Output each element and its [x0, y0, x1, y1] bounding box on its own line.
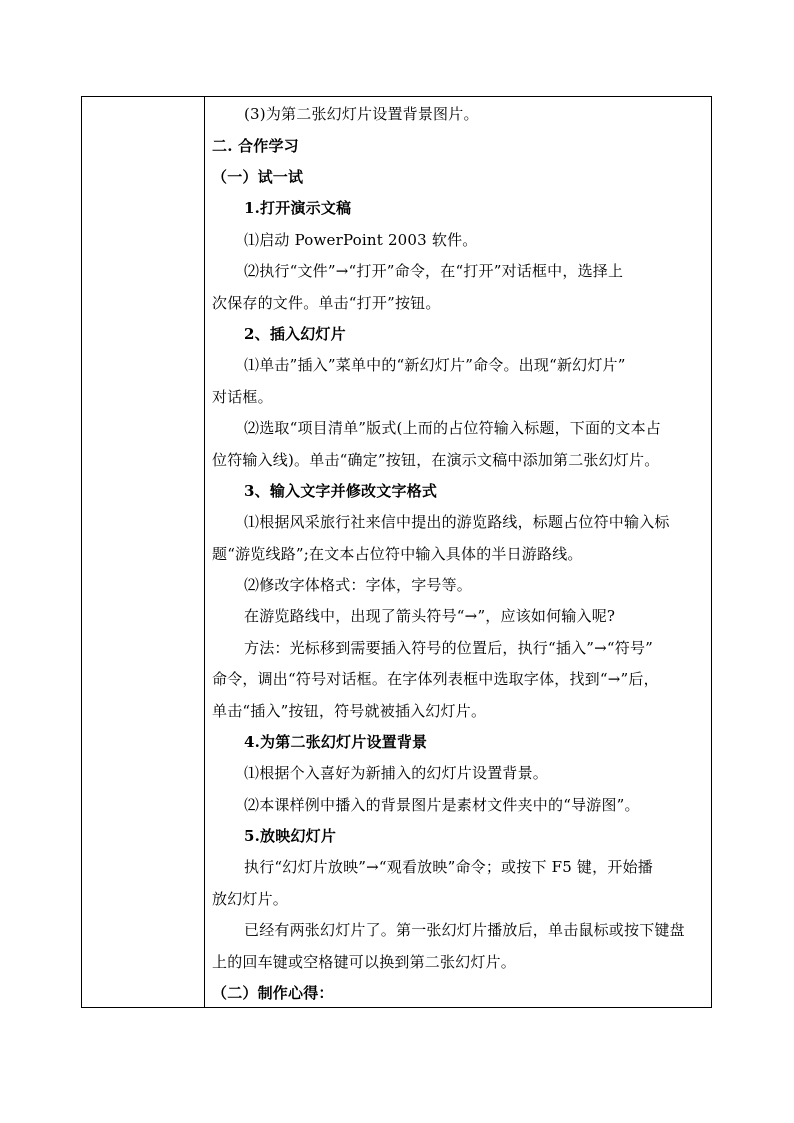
text-line: (3)为第二张幻灯片设置背景图片。	[244, 105, 479, 123]
left-column-cell	[82, 97, 205, 1007]
content-cell	[206, 97, 711, 1007]
step-heading: 2、插入幻灯片	[244, 325, 346, 343]
text-line: ⑴根据风采旅行社来信中提出的游览路线，标题占位符中输入标	[244, 513, 670, 531]
text-line: ⑵本课样例中播入的背景图片是素材文件夹中的“导游图”。	[244, 796, 640, 814]
text-line: ⑵选取“项目清单”版式(上而的占位符输入标题，下面的文本占	[244, 419, 661, 437]
text-line: 上的回车键或空格键可以换到第二张幻灯片。	[212, 953, 517, 971]
step-heading: 1.打开演示文稿	[244, 199, 352, 217]
text-line: 对话框。	[212, 388, 273, 406]
subsection-heading: （二）制作心得：	[212, 984, 334, 1002]
text-line: 位符输入线)。单击“确定”按钮，在演示文稿中添加第二张幻灯片。	[212, 451, 660, 469]
section-heading: 二. 合作学习	[212, 137, 299, 155]
step-heading: 4.为第二张幻灯片设置背景	[244, 733, 428, 751]
step-heading: 3、输入文字并修改文字格式	[244, 482, 438, 500]
step-heading: 5.放映幻灯片	[244, 827, 337, 845]
text-line: 题“游览线路”;在文本占位符中输入具体的半日游路线。	[212, 545, 583, 563]
text-line: 方法：光标移到需要插入符号的位置后，执行“插入”→“符号”	[244, 639, 654, 657]
subsection-heading: （一）试一试	[212, 168, 304, 186]
text-line: 命令，调出“符号对话框。在字体列表框中选取字体，找到“→”后，	[212, 670, 659, 688]
text-line: 在游览路线中，出现了箭头符号“→”，应该如何输入呢?	[244, 607, 616, 625]
text-line: 单击“插入”按钮，符号就被插入幻灯片。	[212, 702, 487, 720]
text-line: 次保存的文件。单击“打开”按钮。	[212, 294, 441, 312]
text-line: 执行“幻灯片放映”→“观看放映”命令；或按下 F5 键，开始播	[244, 858, 653, 876]
text-line: 放幻灯片。	[212, 890, 289, 908]
text-line: ⑴根据个入喜好为新捕入的幻灯片设置背景。	[244, 764, 549, 782]
text-line: ⑴启动 PowerPoint 2003 软件。	[244, 231, 478, 249]
text-line: ⑵执行“文件”→“打开”命令，在“打开”对话框中，选择上	[244, 262, 624, 280]
text-line: 已经有两张幻灯片了。第一张幻灯片播放后，单击鼠标或按下键盘	[244, 921, 685, 939]
document-table	[81, 96, 712, 1008]
text-line: ⑵修改字体格式：字体，字号等。	[244, 576, 473, 594]
text-line: ⑴单击”插入”菜单中的“新幻灯片”命令。出现“新幻灯片”	[244, 356, 626, 374]
